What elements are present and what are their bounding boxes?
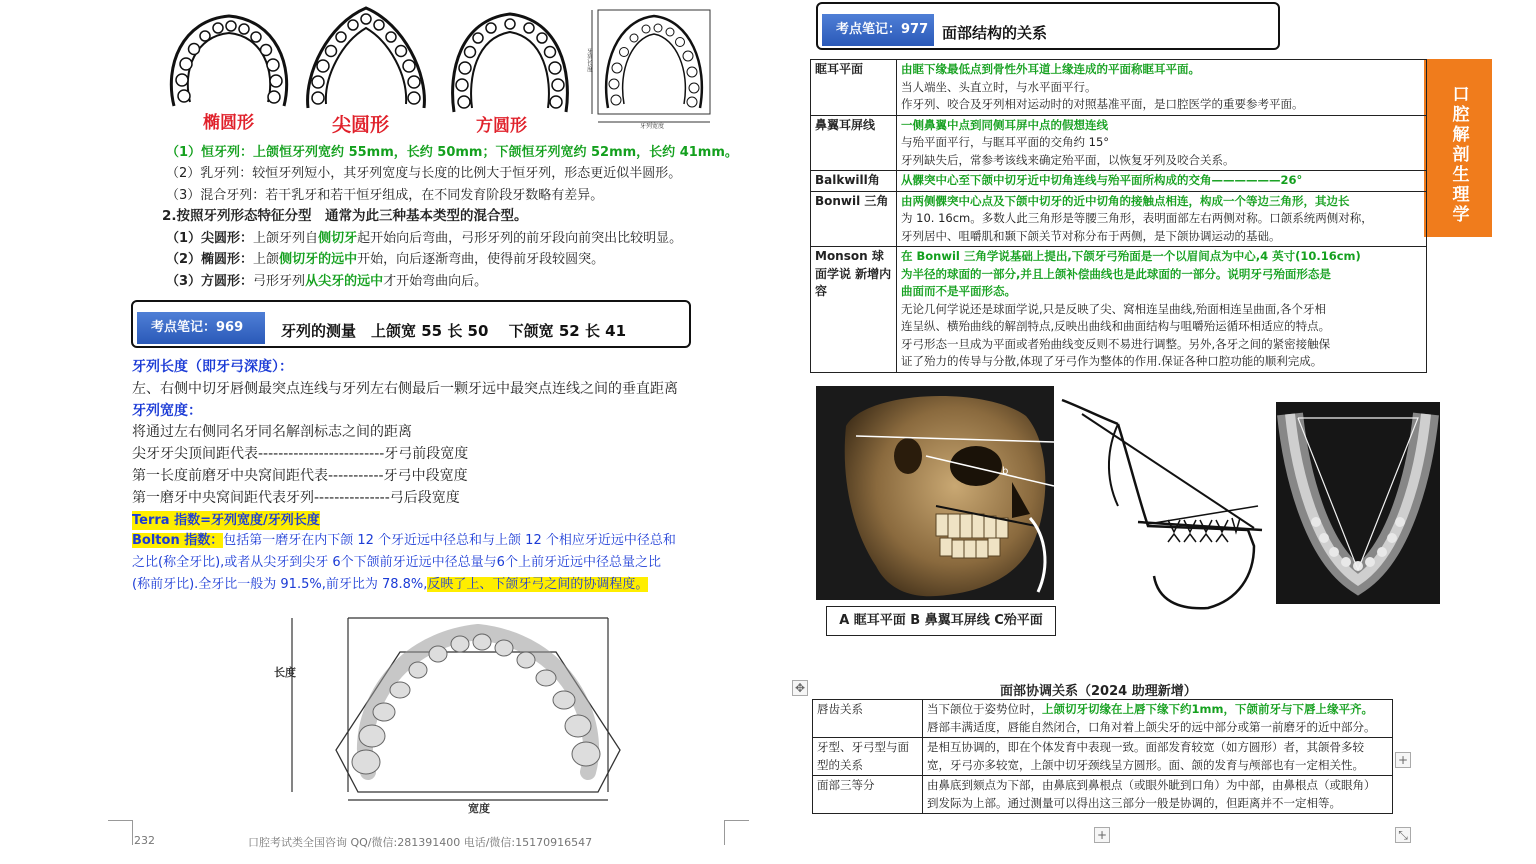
coordination-line: 唇部丰满适度，唇能自然闭合，口角对着上颌尖牙的远中部分或第一前磨牙的近中部分。 [927,719,1376,734]
note-tag-977: 考点笔记：977 [822,14,934,46]
note-bar-977 [816,2,1280,50]
coordination-line: 宽，牙弓亦多较宽，上颌中切牙颈线呈方圆形。面、颌的发育与颅部也有一定相关性。 [927,757,1364,772]
page-number: 232 [134,834,155,847]
pointed-arch-prefix: （1）尖圆形： [166,231,254,246]
bolton-line-3 [132,575,648,594]
structure-key: Bonwil 三角 [811,191,897,247]
coordination-line: 到发际为上部。通过测量可以得出这三部分一般是协调的，但距离并不一定相等。 [927,795,1341,810]
coordination-row [813,776,1393,814]
structure-key: 眶耳平面 [811,60,897,116]
ellipse-arch-prefix: （2）椭圆形： [166,252,254,267]
coordination-row [813,738,1393,776]
diagram-length-label: 长度 [274,666,296,679]
arch-width-definition: 将通过左右侧同名牙同名解剖标志之间的距离 [132,424,412,440]
note-title-977: 面部结构的关系 [942,24,1048,42]
figure-caption: A 眶耳平面 B 鼻翼耳屏线 C殆平面 [826,606,1056,636]
arch-label-square: 方圆形 [476,116,527,136]
arch-type-heading: 2.按照牙列形态特征分型 通常为此三种基本类型的混合型。 [162,208,528,224]
diagram-width-label: 宽度 [468,802,490,815]
structure-line: 为 10. 16cm。多数人此三角形是等腰三角形，表明面部左右两侧对称。口颌系统两侧对称， [901,211,1373,225]
ellipse-arch-text-green: 侧切牙的远中 [279,252,358,267]
footer-contact: 口腔考试类全国咨询 QQ/微信:281391400 电话/微信:15170916547 [248,836,593,849]
arch-width-heading: 牙列宽度： [132,403,202,419]
structure-line: 曲面而不是平面形态。 [901,284,1016,298]
structure-line: 为半径的球面的一部分,并且上颌补偿曲线也是此球面的一部分。说明牙弓殆面形态是 [901,266,1331,281]
coordination-row [813,700,1393,738]
structure-line: 从髁突中心至下颌中切牙近中切角连线与殆平面所构成的交角——————26° [901,173,1303,187]
pointed-arch-text-a: 上颌牙列自 [253,231,319,246]
ellipse-arch-text-a: 上颌 [253,252,280,267]
square-arch-text-a: 弓形牙列 [253,274,306,289]
structure-value [897,191,1427,247]
structure-key: 鼻翼耳屏线 [811,115,897,171]
bolton-label: Bolton 指数： [132,533,224,548]
permanent-dentition-line: （1）恒牙列：上颌恒牙列宽约 55mm，长约 50mm；下颌恒牙列宽约 52mm，长约 41mm。 [166,145,738,160]
structure-line: 由两侧髁突中心点及下颌中切牙的近中切角的接触点相连，构成一个等边三角形，其边长 [901,193,1350,208]
structure-line: 一侧鼻翼中点到同侧耳屏中点的假想连线 [901,117,1108,132]
note-bar-969 [131,300,691,348]
bolton-text-3a: (称前牙比).全牙比一般为 91.5%,前牙比为 78.8%, [132,577,428,592]
primary-dentition-line: （2）乳牙列：较恒牙列短小，其牙列宽度与长度的比例大于恒牙列，形态更近似半圆形。 [166,166,682,181]
structure-line: 牙弓形态一旦成为平面或者殆曲线变反则不易进行调整。另外,各牙之间的紧密接触保 [901,336,1331,351]
arch-label-ellipse: 椭圆形 [203,113,254,133]
coordination-value [923,700,1393,738]
bolton-line-1 [132,531,676,550]
posterior-width-row: 第一磨牙中央窝间距代表牙列---------------弓后段宽度 [132,490,460,506]
page-corner-left [108,820,133,845]
square-arch-line [166,272,487,291]
skull-photo [816,386,1054,600]
structure-line: 无论几何学说还是球面学说,只是反映了尖、窝相连呈曲线,殆面相连呈曲面,各个牙相 [901,301,1326,316]
pointed-arch-text-b: 起开始向后弯曲，弓形牙列的前牙段向前突出比较明显。 [357,231,683,246]
structure-line: 牙列缺失后，常参考该线来确定殆平面，以恢复牙列及咬合关系。 [901,152,1235,167]
structure-value [897,60,1427,116]
add-column-button[interactable]: + [1395,752,1411,768]
table-move-handle[interactable]: ✥ [792,680,808,696]
bolton-text-3b: 反映了上、下颌牙弓之间的协调程度。 [427,577,649,592]
ellipse-arch-line [166,250,604,269]
arch-ellipse-illustration [160,6,298,112]
arch-measurement-diagram [268,612,648,820]
structure-line: 由眶下缘最低点到骨性外耳道上缘连成的平面称眶耳平面。 [901,62,1200,76]
add-row-button[interactable]: + [1094,827,1110,843]
facial-coordination-title: 面部协调关系（2024 助理新增） [1000,684,1197,699]
subject-side-tab [1424,59,1492,237]
structure-key: Balkwill角 [811,171,897,192]
arch-length-label: 牙列长度 [585,48,593,72]
square-arch-text-green: 从尖牙的远中 [305,274,384,289]
coordination-key: 面部三等分 [813,776,923,814]
structure-line: 在 Bonwil 三角学说基础上提出,下颌牙弓殆面是一个以眉间点为中心,4 英寸(10.16cm) [901,249,1361,263]
mixed-dentition-line: （3）混合牙列：若干乳牙和若干恒牙组成，在不同发育阶段牙数略有差异。 [166,188,604,203]
subject-side-tab-label: 口腔解剖生理学 [1452,85,1470,225]
coordination-line: 由鼻底到颏点为下部，由鼻底到鼻根点（或眼外眦到口角）为中部，由鼻根点（或眼角） [927,778,1376,792]
structure-line: 证了殆力的传导与分散,体现了牙弓作为整体的作用.保证各种口腔功能的顺利完成。 [901,354,1323,368]
structure-value [897,247,1427,373]
table-resize-handle[interactable]: ⤡ [1395,827,1411,843]
coordination-line-highlight: 上颌切牙切缘在上唇下缘下约1mm，下颌前牙与下唇上缘平齐。 [1042,702,1373,716]
note-tag-969: 考点笔记：969 [137,312,265,344]
arch-label-pointed: 尖圆形 [332,114,390,136]
coordination-key: 唇齿关系 [813,700,923,738]
page-corner-right [724,820,749,845]
structure-line: 当人端坐、头直立时，与水平面平行。 [901,79,1097,94]
structure-row [811,115,1427,171]
coordination-key: 牙型、牙弓型与面型的关系 [813,738,923,776]
structure-key: Monson 球面学说 新增内容 [811,247,897,373]
pointed-arch-text-green: 侧切牙 [318,231,358,246]
structure-row [811,60,1427,116]
arch-measurement-illustration [585,4,716,130]
coordination-line: 是相互协调的，即在个体发育中表现一致。面部发育较宽（如方圆形）者，其颌骨多较 [927,740,1364,754]
structure-line: 作牙列、咬合及牙列相对运动时的对照基准平面，是口腔医学的重要参考平面。 [901,97,1304,111]
pointed-arch-line [166,229,682,248]
square-arch-prefix: （3）方圆形： [166,274,254,289]
structure-value [897,115,1427,171]
arch-pointed-illustration [298,4,434,116]
arch-length-heading: 牙列长度（即牙弓深度）： [132,359,293,375]
facial-coordination-table [812,699,1393,814]
coordination-line [927,701,1388,719]
coordination-line-prefix: 当下颌位于姿势位时， [927,702,1042,716]
bolton-line-2: 之比(称全牙比),或者从尖牙到尖牙 6个下颌前牙近远中径总量与6个上前牙近远中径总量之比 [132,555,661,570]
structure-line: 连呈纵、横殆曲线的解剖特点,反映出曲线和曲面结构与咀嚼殆运循环相适应的特点。 [901,319,1331,333]
ellipse-arch-text-b: 开始，向后逐渐弯曲，使得前牙段较圆突。 [357,252,605,267]
structure-value [897,171,1427,192]
structure-row [811,171,1427,192]
arch-length-definition: 左、右侧中切牙唇侧最突点连线与牙列左右侧最后一颗牙远中最突点连线之间的垂直距离 [132,381,678,397]
note-title-969: 牙列的测量 上颌宽 55 长 50 下颌宽 52 长 41 [281,322,627,340]
arch-square-illustration [444,8,576,118]
arch-width-label: 牙列宽度 [640,123,665,130]
skull-mark-b: b [1002,466,1009,477]
middle-width-row: 第一长度前磨牙中央窝间距代表-----------牙弓中段宽度 [132,468,468,484]
structure-row [811,247,1427,373]
structure-line: 与殆平面平行，与眶耳平面的交角约 15° [901,135,1110,149]
facial-structure-table [810,59,1427,373]
structure-row [811,191,1427,247]
mandible-xray [1276,402,1440,604]
coordination-value [923,776,1393,814]
anterior-width-row: 尖牙牙尖顶间距代表-------------------------牙弓前段宽度 [132,446,469,462]
coordination-value [923,738,1393,776]
terra-index: Terra 指数=牙列宽度/牙列长度 [132,513,320,528]
bolton-text-1: 包括第一磨牙在内下颌 12 个牙近远中径总和与上颌 12 个相应牙近远中径总和 [223,533,676,548]
mandible-line-drawing [1058,396,1266,612]
square-arch-text-b: 才开始弯曲向后。 [383,274,488,289]
structure-line: 牙列居中、咀嚼肌和颞下颌关节对称分布于两侧，是下颌协调运动的基础。 [901,228,1281,243]
